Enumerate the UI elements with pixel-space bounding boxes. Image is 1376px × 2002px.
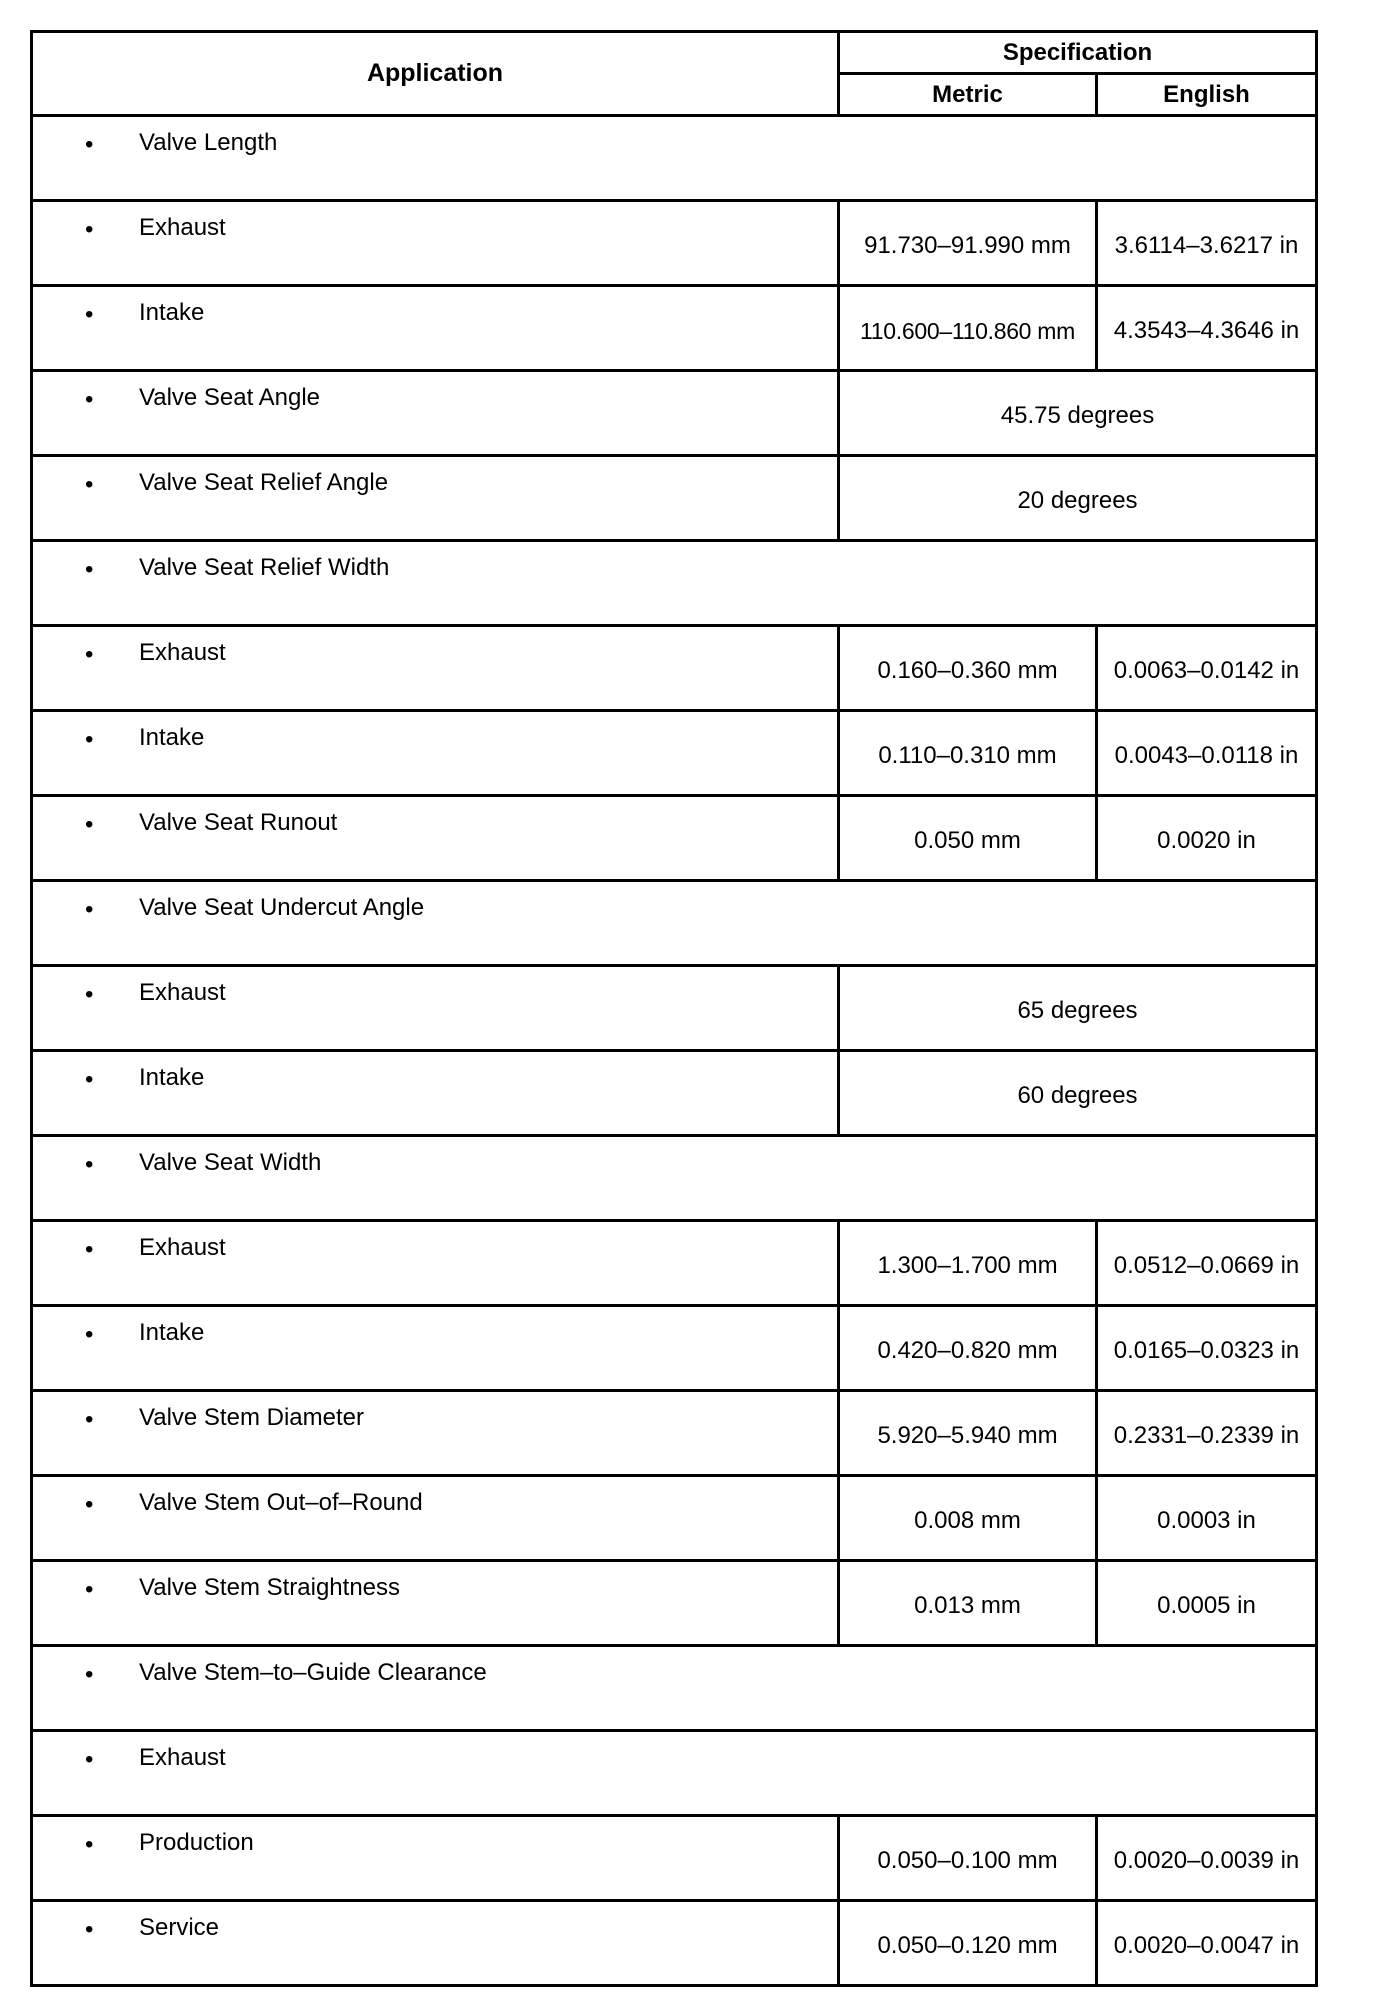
metric-value: 91.730–91.990 mm xyxy=(839,201,1097,286)
bullet-icon: • xyxy=(85,556,94,583)
bullet-icon: • xyxy=(85,1321,94,1348)
application-cell xyxy=(32,1051,839,1136)
metric-value: 0.008 mm xyxy=(839,1476,1097,1561)
metric-value: 0.420–0.820 mm xyxy=(839,1306,1097,1391)
table-row xyxy=(32,711,1317,796)
application-label: Valve Stem Out–of–Round xyxy=(139,1489,423,1516)
bullet-icon: • xyxy=(85,1406,94,1433)
table-row xyxy=(32,966,1317,1051)
bullet-icon: • xyxy=(85,1661,94,1688)
table-row xyxy=(32,1306,1317,1391)
metric-value: 0.110–0.310 mm xyxy=(839,711,1097,796)
table-row xyxy=(32,1221,1317,1306)
application-label: Production xyxy=(139,1829,254,1856)
application-label: Intake xyxy=(139,1064,205,1091)
application-label: Intake xyxy=(139,1319,205,1346)
application-cell xyxy=(32,286,839,371)
application-label: Valve Stem Straightness xyxy=(139,1574,401,1601)
application-label: Exhaust xyxy=(139,639,226,666)
table-row xyxy=(32,1561,1317,1646)
application-label: Exhaust xyxy=(139,979,226,1006)
bullet-icon: • xyxy=(85,1151,94,1178)
table-row xyxy=(32,796,1317,881)
english-value: 0.0020–0.0039 in xyxy=(1097,1816,1317,1901)
application-label: Exhaust xyxy=(139,1744,226,1771)
application-cell xyxy=(32,1136,1317,1221)
application-label: Exhaust xyxy=(139,1234,226,1261)
valve-specification-table xyxy=(30,30,1318,1987)
bullet-icon: • xyxy=(85,386,94,413)
table-row xyxy=(32,371,1317,456)
application-label: Valve Seat Relief Angle xyxy=(139,469,389,496)
application-label: Intake xyxy=(139,724,205,751)
table-row xyxy=(32,1646,1317,1731)
application-cell xyxy=(32,116,1317,201)
application-cell xyxy=(32,1816,839,1901)
bullet-icon: • xyxy=(85,1576,94,1603)
english-value: 0.0020 in xyxy=(1097,796,1317,881)
bullet-icon: • xyxy=(85,1746,94,1773)
table-row xyxy=(32,626,1317,711)
application-label: Valve Seat Width xyxy=(139,1149,322,1176)
bullet-icon: • xyxy=(85,1916,94,1943)
table-row xyxy=(32,881,1317,966)
application-label: Valve Seat Undercut Angle xyxy=(139,894,425,921)
application-cell xyxy=(32,1221,839,1306)
english-value: 0.2331–0.2339 in xyxy=(1097,1391,1317,1476)
bullet-icon: • xyxy=(85,811,94,838)
application-cell xyxy=(32,1306,839,1391)
table-row xyxy=(32,286,1317,371)
application-label: Intake xyxy=(139,299,205,326)
application-label: Valve Seat Relief Width xyxy=(139,554,390,581)
bullet-icon: • xyxy=(85,471,94,498)
english-value: 0.0003 in xyxy=(1097,1476,1317,1561)
metric-header: Metric xyxy=(839,74,1097,116)
header-row-top xyxy=(32,32,1317,74)
application-label: Valve Length xyxy=(139,129,278,156)
table-row xyxy=(32,1476,1317,1561)
application-label: Exhaust xyxy=(139,214,226,241)
application-cell xyxy=(32,1731,1317,1816)
table-row xyxy=(32,116,1317,201)
combined-value: 60 degrees xyxy=(839,1051,1317,1136)
bullet-icon: • xyxy=(85,301,94,328)
application-cell xyxy=(32,201,839,286)
application-cell xyxy=(32,1476,839,1561)
metric-value: 0.013 mm xyxy=(839,1561,1097,1646)
combined-value: 20 degrees xyxy=(839,456,1317,541)
table-row xyxy=(32,1136,1317,1221)
application-label: Valve Seat Angle xyxy=(139,384,321,411)
application-cell xyxy=(32,1391,839,1476)
metric-value: 0.050 mm xyxy=(839,796,1097,881)
combined-value: 45.75 degrees xyxy=(839,371,1317,456)
metric-value: 110.600–110.860 mm xyxy=(839,286,1097,371)
table-row xyxy=(32,1391,1317,1476)
combined-value: 65 degrees xyxy=(839,966,1317,1051)
application-cell xyxy=(32,1901,839,1986)
bullet-icon: • xyxy=(85,216,94,243)
bullet-icon: • xyxy=(85,1236,94,1263)
application-cell xyxy=(32,371,839,456)
application-label: Valve Stem Diameter xyxy=(139,1404,364,1431)
english-header: English xyxy=(1097,74,1317,116)
table-row xyxy=(32,456,1317,541)
bullet-icon: • xyxy=(85,981,94,1008)
application-label: Valve Seat Runout xyxy=(139,809,338,836)
table-row xyxy=(32,1816,1317,1901)
bullet-icon: • xyxy=(85,131,94,158)
application-cell xyxy=(32,796,839,881)
english-value: 0.0063–0.0142 in xyxy=(1097,626,1317,711)
english-value: 0.0165–0.0323 in xyxy=(1097,1306,1317,1391)
table-row xyxy=(32,1051,1317,1136)
application-cell xyxy=(32,1646,1317,1731)
specification-header: Specification xyxy=(839,32,1317,74)
table-row xyxy=(32,1901,1317,1986)
table-row xyxy=(32,1731,1317,1816)
application-cell xyxy=(32,626,839,711)
application-cell xyxy=(32,541,1317,626)
bullet-icon: • xyxy=(85,726,94,753)
bullet-icon: • xyxy=(85,1831,94,1858)
application-cell xyxy=(32,456,839,541)
metric-value: 0.050–0.120 mm xyxy=(839,1901,1097,1986)
bullet-icon: • xyxy=(85,896,94,923)
english-value: 3.6114–3.6217 in xyxy=(1097,201,1317,286)
metric-value: 1.300–1.700 mm xyxy=(839,1221,1097,1306)
metric-value: 5.920–5.940 mm xyxy=(839,1391,1097,1476)
application-cell xyxy=(32,966,839,1051)
english-value: 0.0512–0.0669 in xyxy=(1097,1221,1317,1306)
application-cell xyxy=(32,1561,839,1646)
bullet-icon: • xyxy=(85,1066,94,1093)
application-cell xyxy=(32,881,1317,966)
table-row xyxy=(32,201,1317,286)
application-label: Valve Stem–to–Guide Clearance xyxy=(139,1659,487,1686)
bullet-icon: • xyxy=(85,1491,94,1518)
metric-value: 0.160–0.360 mm xyxy=(839,626,1097,711)
application-cell xyxy=(32,711,839,796)
english-value: 0.0043–0.0118 in xyxy=(1097,711,1317,796)
english-value: 0.0005 in xyxy=(1097,1561,1317,1646)
application-header: Application xyxy=(32,32,839,116)
english-value: 4.3543–4.3646 in xyxy=(1097,286,1317,371)
bullet-icon: • xyxy=(85,641,94,668)
application-label: Service xyxy=(139,1914,220,1941)
table-row xyxy=(32,541,1317,626)
metric-value: 0.050–0.100 mm xyxy=(839,1816,1097,1901)
english-value: 0.0020–0.0047 in xyxy=(1097,1901,1317,1986)
